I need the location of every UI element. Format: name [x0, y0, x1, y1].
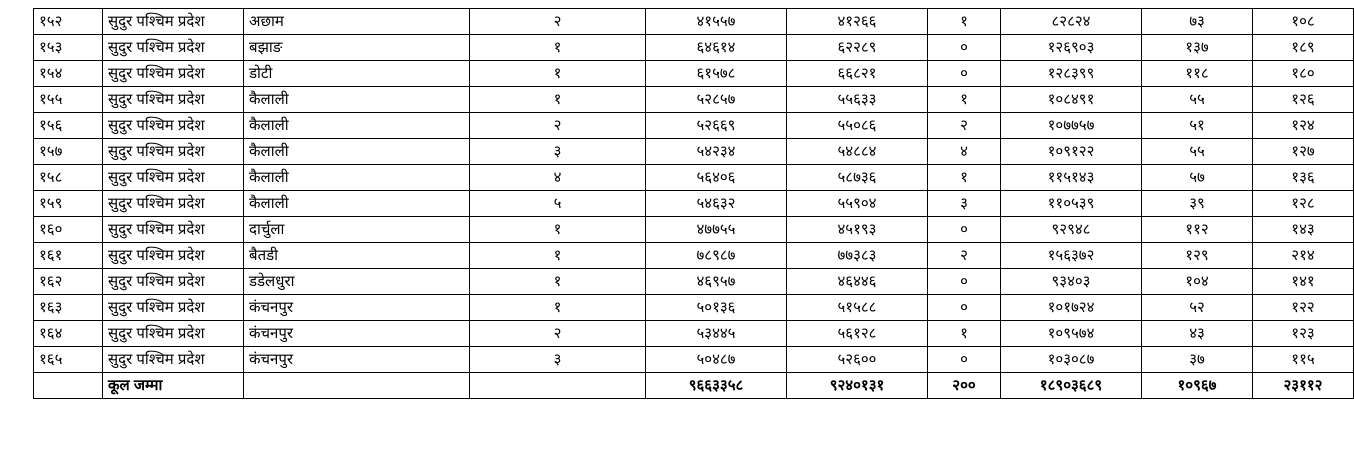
cell-total-label: कूल जम्मा [103, 373, 244, 399]
table-row [34, 139, 1354, 165]
cell-constituency: १ [470, 61, 646, 87]
cell-value-6: १२८ [1253, 191, 1354, 217]
cell-total-value-2: ९२४०१३१ [787, 373, 928, 399]
cell-value-1: ५४२३४ [646, 139, 787, 165]
cell-district [244, 373, 470, 399]
cell-value-1: ५४६३२ [646, 191, 787, 217]
table-total-row [34, 373, 1354, 399]
cell-constituency: १ [470, 243, 646, 269]
table-row [34, 61, 1354, 87]
cell-value-5: ११२ [1142, 217, 1253, 243]
cell-value-2: ५५०८६ [787, 113, 928, 139]
cell-value-2: ४१२६६ [787, 9, 928, 35]
cell-district: बझाङ [244, 35, 470, 61]
table-sheet [33, 8, 1323, 399]
cell-serial-number: १६२ [34, 269, 103, 295]
cell-serial-number: १६५ [34, 347, 103, 373]
cell-value-2: ५५६३३ [787, 87, 928, 113]
cell-value-5: १०४ [1142, 269, 1253, 295]
table-body [34, 9, 1354, 399]
cell-constituency: ४ [470, 165, 646, 191]
cell-value-6: १२६ [1253, 87, 1354, 113]
cell-value-3: ० [928, 347, 1001, 373]
cell-serial-number: १५६ [34, 113, 103, 139]
cell-serial-number: १६१ [34, 243, 103, 269]
cell-value-5: ३७ [1142, 347, 1253, 373]
cell-total-value-5: १०९६७ [1142, 373, 1253, 399]
cell-constituency: २ [470, 113, 646, 139]
table-row [34, 321, 1354, 347]
cell-total-value-4: १८९०३६८९ [1001, 373, 1142, 399]
cell-value-5: ११८ [1142, 61, 1253, 87]
cell-value-6: १४३ [1253, 217, 1354, 243]
cell-value-1: ६४६१४ [646, 35, 787, 61]
cell-value-4: ११५१४३ [1001, 165, 1142, 191]
table-row [34, 113, 1354, 139]
table-row [34, 243, 1354, 269]
cell-value-5: १२९ [1142, 243, 1253, 269]
cell-province: सुदुर पश्चिम प्रदेश [103, 165, 244, 191]
cell-constituency [470, 373, 646, 399]
cell-value-2: ६६८२१ [787, 61, 928, 87]
cell-value-3: १ [928, 165, 1001, 191]
cell-province: सुदुर पश्चिम प्रदेश [103, 269, 244, 295]
cell-value-4: १०९५७४ [1001, 321, 1142, 347]
cell-constituency: ३ [470, 347, 646, 373]
cell-constituency: २ [470, 321, 646, 347]
cell-value-5: १३७ [1142, 35, 1253, 61]
cell-constituency: ३ [470, 139, 646, 165]
cell-district: कैलाली [244, 191, 470, 217]
cell-value-2: ४५१९३ [787, 217, 928, 243]
cell-district: कैलाली [244, 113, 470, 139]
cell-total-value-3: २०० [928, 373, 1001, 399]
cell-value-1: ४१५५७ [646, 9, 787, 35]
cell-value-3: १ [928, 9, 1001, 35]
cell-value-6: १२४ [1253, 113, 1354, 139]
cell-value-3: ० [928, 269, 1001, 295]
cell-district: डोटी [244, 61, 470, 87]
cell-value-4: १२८३९९ [1001, 61, 1142, 87]
cell-value-4: ११०५३९ [1001, 191, 1142, 217]
cell-value-4: १०८४९१ [1001, 87, 1142, 113]
cell-district: कंचनपुर [244, 295, 470, 321]
cell-total-value-6: २३११२ [1253, 373, 1354, 399]
cell-value-4: १२६९०३ [1001, 35, 1142, 61]
cell-value-5: ७३ [1142, 9, 1253, 35]
cell-constituency: १ [470, 295, 646, 321]
cell-value-1: ५०१३६ [646, 295, 787, 321]
cell-constituency: १ [470, 35, 646, 61]
cell-value-6: ११५ [1253, 347, 1354, 373]
cell-value-3: ० [928, 217, 1001, 243]
cell-province: सुदुर पश्चिम प्रदेश [103, 113, 244, 139]
cell-value-4: १५६३७२ [1001, 243, 1142, 269]
cell-province: सुदुर पश्चिम प्रदेश [103, 243, 244, 269]
cell-constituency: १ [470, 87, 646, 113]
cell-province: सुदुर पश्चिम प्रदेश [103, 321, 244, 347]
cell-value-4: ९२९४८ [1001, 217, 1142, 243]
cell-value-5: ४३ [1142, 321, 1253, 347]
cell-province: सुदुर पश्चिम प्रदेश [103, 87, 244, 113]
cell-serial-number: १५५ [34, 87, 103, 113]
cell-value-5: ३९ [1142, 191, 1253, 217]
cell-value-6: १८९ [1253, 35, 1354, 61]
cell-value-2: ५१५८८ [787, 295, 928, 321]
cell-value-1: ५३४४५ [646, 321, 787, 347]
cell-value-1: ५२८५७ [646, 87, 787, 113]
cell-district: कैलाली [244, 87, 470, 113]
cell-constituency: १ [470, 217, 646, 243]
cell-total-value-1: ९६६३३५८ [646, 373, 787, 399]
cell-value-1: ५२६६९ [646, 113, 787, 139]
cell-value-4: १०९१२२ [1001, 139, 1142, 165]
cell-value-6: १२३ [1253, 321, 1354, 347]
cell-value-5: ५५ [1142, 139, 1253, 165]
cell-value-6: १८० [1253, 61, 1354, 87]
cell-district: डडेलधुरा [244, 269, 470, 295]
cell-value-3: ० [928, 61, 1001, 87]
table-row [34, 217, 1354, 243]
cell-value-2: ५८७३६ [787, 165, 928, 191]
cell-serial-number: १५८ [34, 165, 103, 191]
cell-value-1: ५०४८७ [646, 347, 787, 373]
cell-value-1: ६१५७८ [646, 61, 787, 87]
cell-province: सुदुर पश्चिम प्रदेश [103, 217, 244, 243]
cell-province: सुदुर पश्चिम प्रदेश [103, 295, 244, 321]
cell-value-4: ९३४०३ [1001, 269, 1142, 295]
cell-value-4: ८२८२४ [1001, 9, 1142, 35]
table-row [34, 269, 1354, 295]
cell-province: सुदुर पश्चिम प्रदेश [103, 35, 244, 61]
cell-value-4: १०७७५७ [1001, 113, 1142, 139]
cell-serial-number: १६४ [34, 321, 103, 347]
cell-serial-number [34, 373, 103, 399]
cell-value-4: १०३०८७ [1001, 347, 1142, 373]
cell-serial-number: १५७ [34, 139, 103, 165]
table-row [34, 9, 1354, 35]
cell-serial-number: १५३ [34, 35, 103, 61]
cell-value-2: ५२६०० [787, 347, 928, 373]
table-row [34, 347, 1354, 373]
cell-value-5: ५७ [1142, 165, 1253, 191]
cell-value-6: १२२ [1253, 295, 1354, 321]
cell-value-2: ७७३८३ [787, 243, 928, 269]
cell-constituency: १ [470, 269, 646, 295]
cell-value-5: ५५ [1142, 87, 1253, 113]
cell-district: कंचनपुर [244, 321, 470, 347]
cell-district: बैतडी [244, 243, 470, 269]
cell-value-6: १०८ [1253, 9, 1354, 35]
cell-serial-number: १६० [34, 217, 103, 243]
cell-value-3: २ [928, 113, 1001, 139]
cell-value-1: ७८९८७ [646, 243, 787, 269]
cell-value-3: १ [928, 87, 1001, 113]
cell-value-1: ४६९५७ [646, 269, 787, 295]
cell-constituency: ५ [470, 191, 646, 217]
cell-serial-number: १५२ [34, 9, 103, 35]
cell-serial-number: १५४ [34, 61, 103, 87]
cell-district: कंचनपुर [244, 347, 470, 373]
cell-value-6: १३६ [1253, 165, 1354, 191]
cell-serial-number: १५९ [34, 191, 103, 217]
cell-value-1: ४७७५५ [646, 217, 787, 243]
cell-value-2: ६२२८९ [787, 35, 928, 61]
table-row [34, 191, 1354, 217]
table-row [34, 295, 1354, 321]
table-row [34, 165, 1354, 191]
cell-value-2: ५५९०४ [787, 191, 928, 217]
cell-district: कैलाली [244, 165, 470, 191]
cell-value-2: ५६१२८ [787, 321, 928, 347]
cell-value-3: ० [928, 295, 1001, 321]
cell-district: अछाम [244, 9, 470, 35]
cell-value-3: ४ [928, 139, 1001, 165]
cell-value-4: १०१७२४ [1001, 295, 1142, 321]
cell-value-6: १२७ [1253, 139, 1354, 165]
cell-value-1: ५६४०६ [646, 165, 787, 191]
cell-district: कैलाली [244, 139, 470, 165]
cell-constituency: २ [470, 9, 646, 35]
cell-value-5: ५१ [1142, 113, 1253, 139]
cell-value-6: २१४ [1253, 243, 1354, 269]
cell-value-2: ४६४४६ [787, 269, 928, 295]
cell-value-6: १४१ [1253, 269, 1354, 295]
cell-value-3: २ [928, 243, 1001, 269]
cell-serial-number: १६३ [34, 295, 103, 321]
cell-province: सुदुर पश्चिम प्रदेश [103, 9, 244, 35]
table-row [34, 35, 1354, 61]
cell-district: दार्चुला [244, 217, 470, 243]
cell-province: सुदुर पश्चिम प्रदेश [103, 191, 244, 217]
cell-value-3: ३ [928, 191, 1001, 217]
cell-province: सुदुर पश्चिम प्रदेश [103, 347, 244, 373]
cell-province: सुदुर पश्चिम प्रदेश [103, 61, 244, 87]
table-row [34, 87, 1354, 113]
cell-value-5: ५२ [1142, 295, 1253, 321]
cell-value-2: ५४८८४ [787, 139, 928, 165]
cell-value-3: ० [928, 35, 1001, 61]
election-data-table [33, 8, 1354, 399]
cell-value-3: १ [928, 321, 1001, 347]
cell-province: सुदुर पश्चिम प्रदेश [103, 139, 244, 165]
